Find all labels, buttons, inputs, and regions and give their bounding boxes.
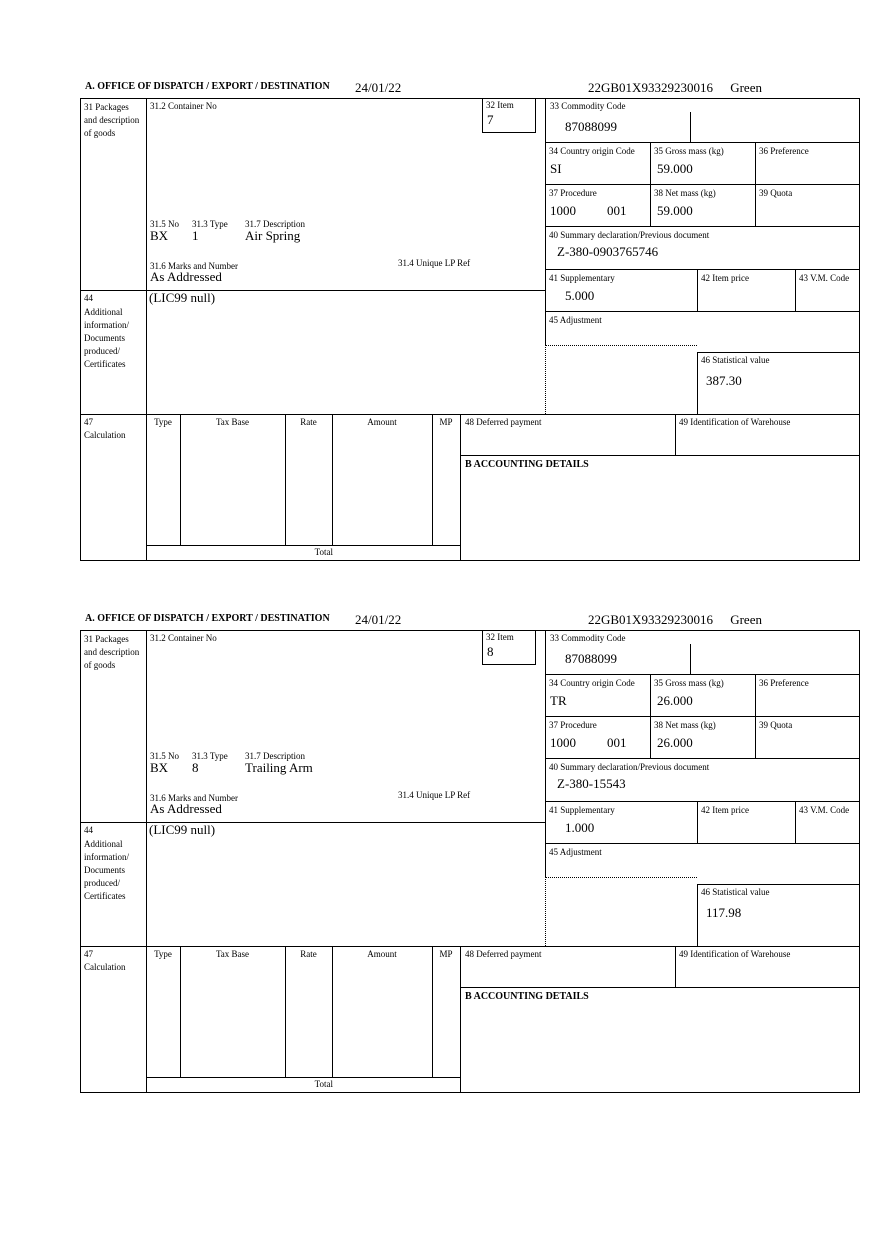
gross-mass-label: 35 Gross mass (kg)	[654, 678, 724, 688]
country-origin-value: SI	[550, 161, 562, 176]
adjustment-label: 45 Adjustment	[549, 315, 602, 325]
accounting-details-label: B ACCOUNTING DETAILS	[465, 459, 589, 470]
statistical-value-amount: 117.98	[706, 905, 742, 920]
item-price-label: 42 Item price	[701, 273, 749, 283]
item-price-label: 42 Item price	[701, 805, 749, 815]
calc-total-label: Total	[314, 1079, 333, 1089]
item-number-value: 7	[487, 112, 494, 127]
procedure-code-extra-value: 001	[607, 203, 627, 218]
calc-header-tax-base: Tax Base	[215, 417, 250, 427]
statistical-value-label: 46 Statistical value	[701, 887, 770, 897]
package-type-value: 8	[192, 760, 199, 775]
box47-number-label: 47	[84, 949, 93, 959]
summary-declaration-label: 40 Summary declaration/Previous document	[549, 762, 710, 772]
box45-left-border	[545, 312, 546, 345]
additional-information-value: (LIC99 null)	[149, 290, 216, 305]
dotted-horizontal-divider	[545, 345, 697, 346]
box44-text-label: Additional information/ Documents produced/ Certificates	[84, 307, 129, 369]
total-row-top-border	[146, 1077, 460, 1078]
package-code-value: BX	[150, 228, 169, 243]
package-code-value: BX	[150, 760, 169, 775]
calc-col-divider-amount	[432, 946, 433, 1077]
marks-and-number-value: As Addressed	[150, 801, 222, 816]
net-mass-label: 38 Net mass (kg)	[654, 188, 716, 198]
box47-calculation-label: Calculation	[84, 962, 126, 972]
total-row-top-border	[146, 545, 460, 546]
net-mass-value: 26.000	[657, 735, 693, 750]
calc-table-right-border	[460, 946, 461, 1093]
additional-information-value: (LIC99 null)	[149, 822, 216, 837]
box44-number-label: 44	[84, 293, 93, 303]
marks-and-number-label: 31.6 Marks and Number	[150, 261, 238, 271]
package-type-value: 1	[192, 228, 199, 243]
unique-lp-ref-label: 31.4 Unique LP Ref	[398, 258, 471, 268]
procedure-code-value: 1000	[550, 735, 576, 750]
calc-header-mp: MP	[439, 417, 453, 427]
vm-code-label: 43 V.M. Code	[799, 805, 850, 815]
box48-49-bottom-border	[460, 987, 860, 988]
summary-declaration-label: 40 Summary declaration/Previous document	[549, 230, 710, 240]
package-type-label: 31.3 Type	[192, 751, 228, 761]
warehouse-identification-label: 49 Identification of Warehouse	[679, 417, 791, 427]
calc-col-divider-amount	[432, 414, 433, 545]
preference-label: 36 Preference	[759, 678, 809, 688]
calc-col-divider-taxbase	[285, 946, 286, 1077]
warehouse-identification-label: 49 Identification of Warehouse	[679, 949, 791, 959]
procedure-label: 37 Procedure	[549, 720, 597, 730]
left-column-divider	[146, 98, 147, 561]
net-mass-label: 38 Net mass (kg)	[654, 720, 716, 730]
commodity-code-label: 33 Commodity Code	[550, 633, 626, 643]
calc-header-type: Type	[154, 417, 172, 427]
gross-mass-label: 35 Gross mass (kg)	[654, 146, 724, 156]
accounting-details-label: B ACCOUNTING DETAILS	[465, 991, 589, 1002]
box44-text-label: Additional information/ Documents produced/ Certificates	[84, 839, 129, 901]
commodity-code-label: 33 Commodity Code	[550, 101, 626, 111]
procedure-code-value: 1000	[550, 203, 576, 218]
calc-header-amount: Amount	[367, 417, 397, 427]
procedure-code-extra-value: 001	[607, 735, 627, 750]
commodity-code-value: 87088099	[565, 651, 617, 666]
goods-description-label: 31.7 Description	[245, 751, 305, 761]
dotted-horizontal-divider	[545, 877, 697, 878]
calc-header-tax-base: Tax Base	[215, 949, 250, 959]
declaration-item-section	[0, 80, 882, 612]
box47-number-label: 47	[84, 417, 93, 427]
marks-and-number-label: 31.6 Marks and Number	[150, 793, 238, 803]
commodity-code-value: 87088099	[565, 119, 617, 134]
statistical-value-label: 46 Statistical value	[701, 355, 770, 365]
quota-label: 39 Quota	[759, 720, 793, 730]
calculation-top-divider	[80, 946, 860, 947]
calc-header-type: Type	[154, 949, 172, 959]
declaration-reference	[588, 80, 762, 96]
item-number-label: 32 Item	[486, 632, 514, 642]
marks-and-number-value: As Addressed	[150, 269, 222, 284]
calc-col-divider-taxbase	[285, 414, 286, 545]
container-no-label: 31.2 Container No	[150, 101, 217, 111]
calc-header-rate: Rate	[300, 949, 317, 959]
box49-left-border	[675, 946, 676, 987]
calc-header-amount: Amount	[367, 949, 397, 959]
box45-left-border	[545, 844, 546, 877]
calc-col-divider-type	[180, 414, 181, 545]
item-number-value: 8	[487, 644, 494, 659]
statistical-value-amount: 387.30	[706, 373, 742, 388]
calculation-top-divider	[80, 414, 860, 415]
commodity-code-subdivider	[690, 644, 691, 675]
calc-table-right-border	[460, 414, 461, 561]
container-no-label: 31.2 Container No	[150, 633, 217, 643]
procedure-label: 37 Procedure	[549, 188, 597, 198]
supplementary-units-value: 1.000	[565, 820, 595, 835]
country-origin-label: 34 Country origin Code	[549, 678, 635, 688]
box31-packages-label: 31 Packages and description of goods	[84, 102, 140, 138]
declaration-date: 24/01/22	[355, 80, 402, 95]
routing-channel: Green	[730, 612, 762, 627]
deferred-payment-label: 48 Deferred payment	[465, 417, 542, 427]
box44-number-label: 44	[84, 825, 93, 835]
vm-code-label: 43 V.M. Code	[799, 273, 850, 283]
item-number-label: 32 Item	[486, 100, 514, 110]
calc-col-divider-rate	[332, 414, 333, 545]
goods-description-value: Trailing Arm	[245, 760, 313, 775]
office-of-dispatch-label: A. OFFICE OF DISPATCH / EXPORT / DESTINATION	[85, 81, 330, 92]
package-no-label: 31.5 No	[150, 751, 179, 761]
declaration-reference	[588, 612, 762, 628]
dotted-vertical-divider	[545, 345, 546, 414]
deferred-payment-label: 48 Deferred payment	[465, 949, 542, 959]
box48-49-bottom-border	[460, 455, 860, 456]
commodity-code-subdivider	[690, 112, 691, 143]
unique-lp-ref-label: 31.4 Unique LP Ref	[398, 790, 471, 800]
gross-mass-value: 26.000	[657, 693, 693, 708]
left-column-divider	[146, 630, 147, 1093]
goods-description-label: 31.7 Description	[245, 219, 305, 229]
dotted-vertical-divider	[545, 877, 546, 946]
supplementary-units-value: 5.000	[565, 288, 595, 303]
calc-col-divider-rate	[332, 946, 333, 1077]
net-mass-value: 59.000	[657, 203, 693, 218]
goods-description-value: Air Spring	[245, 228, 301, 243]
supplementary-label: 41 Supplementary	[549, 805, 615, 815]
country-origin-label: 34 Country origin Code	[549, 146, 635, 156]
package-type-label: 31.3 Type	[192, 219, 228, 229]
declaration-reference-number: 22GB01X93329230016	[588, 612, 713, 627]
calc-col-divider-type	[180, 946, 181, 1077]
declaration-reference-number: 22GB01X93329230016	[588, 80, 713, 95]
declaration-date: 24/01/22	[355, 612, 402, 627]
office-of-dispatch-label: A. OFFICE OF DISPATCH / EXPORT / DESTINATION	[85, 613, 330, 624]
previous-document-value: Z-380-15543	[557, 776, 626, 791]
calc-header-mp: MP	[439, 949, 453, 959]
box47-calculation-label: Calculation	[84, 430, 126, 440]
supplementary-label: 41 Supplementary	[549, 273, 615, 283]
declaration-item-section	[0, 612, 882, 1144]
gross-mass-value: 59.000	[657, 161, 693, 176]
country-origin-value: TR	[550, 693, 567, 708]
quota-label: 39 Quota	[759, 188, 793, 198]
box49-left-border	[675, 414, 676, 455]
adjustment-label: 45 Adjustment	[549, 847, 602, 857]
routing-channel: Green	[730, 80, 762, 95]
previous-document-value: Z-380-0903765746	[557, 244, 659, 259]
box31-packages-label: 31 Packages and description of goods	[84, 634, 140, 670]
preference-label: 36 Preference	[759, 146, 809, 156]
calc-header-rate: Rate	[300, 417, 317, 427]
calc-total-label: Total	[314, 547, 333, 557]
package-no-label: 31.5 No	[150, 219, 179, 229]
